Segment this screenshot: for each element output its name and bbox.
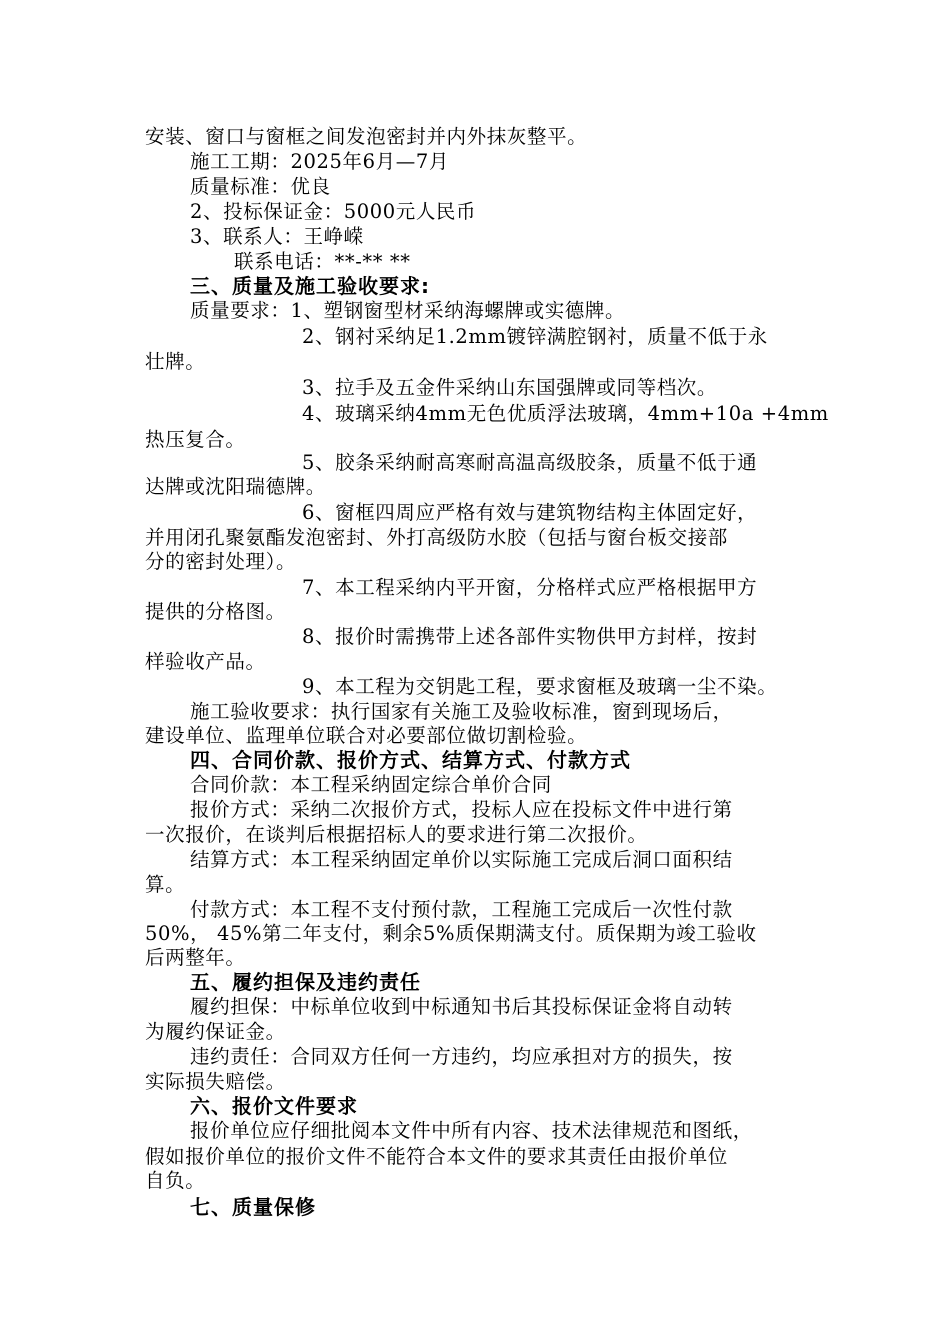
- text-line: 自负。: [145, 1169, 206, 1192]
- text-line: 算。: [145, 873, 186, 896]
- text-line: 2、钢衬采纳足1.2mm镀锌满腔钢衬，质量不低于永: [302, 325, 768, 348]
- text-line: 施工工期：2025年6月—7月: [190, 150, 449, 173]
- section-heading: 四、合同价款、报价方式、结算方式、付款方式: [190, 748, 631, 772]
- text-line: 9、本工程为交钥匙工程，要求窗框及玻璃一尘不染。: [302, 675, 778, 698]
- text-line: 样验收产品。: [145, 650, 266, 673]
- text-line: 联系电话：**-** **: [234, 250, 411, 273]
- text-line: 2、投标保证金：5000元人民币: [190, 200, 477, 223]
- text-line: 分的密封处理）。: [145, 550, 297, 573]
- text-line: 提供的分格图。: [145, 600, 286, 623]
- text-line: 7、本工程采纳内平开窗，分格样式应严格根据甲方: [302, 576, 758, 599]
- text-line: 4、玻璃采纳4mm无色优质浮法玻璃，4mm+10a +4mm: [302, 402, 829, 425]
- text-line: 质量标准：优良: [190, 175, 331, 198]
- text-line: 3、拉手及五金件采纳山东国强牌或同等档次。: [302, 376, 718, 399]
- text-line: 并用闭孔聚氨酯发泡密封、外打高级防水胶（包括与窗台板交接部: [145, 526, 728, 549]
- text-line: 履约担保：中标单位收到中标通知书后其投标保证金将自动转: [190, 995, 733, 1018]
- text-line: 为履约保证金。: [145, 1020, 286, 1043]
- text-line: 假如报价单位的报价文件不能符合本文件的要求其责任由报价单位: [145, 1145, 728, 1168]
- text-line: 一次报价，在谈判后根据招标人的要求进行第二次报价。: [145, 823, 648, 846]
- text-line: 3、联系人：王峥嵘: [190, 225, 364, 248]
- text-line: 安装、窗口与窗框之间发泡密封并内外抹灰整平。: [145, 125, 588, 148]
- text-line: 实际损失赔偿。: [145, 1070, 286, 1093]
- text-line: 8、报价时需携带上述各部件实物供甲方封样，按封: [302, 625, 758, 648]
- text-line: 5、胶条采纳耐高寒耐高温高级胶条，质量不低于通: [302, 451, 758, 474]
- text-line: 达牌或沈阳瑞德牌。: [145, 475, 326, 498]
- text-line: 热压复合。: [145, 428, 246, 451]
- section-heading: 五、履约担保及违约责任: [190, 970, 421, 994]
- text-line: 6、窗框四周应严格有效与建筑物结构主体固定好，: [302, 501, 758, 524]
- text-line: 违约责任：合同双方任何一方违约，均应承担对方的损失，按: [190, 1045, 733, 1068]
- text-line: 建设单位、监理单位联合对必要部位做切割检验。: [145, 724, 588, 747]
- text-line: 后两整年。: [145, 946, 246, 969]
- section-heading: 七、质量保修: [190, 1195, 316, 1219]
- text-line: 施工验收要求：执行国家有关施工及验收标准，窗到现场后，: [190, 700, 733, 723]
- text-line: 合同价款：本工程采纳固定综合单价合同: [190, 773, 552, 796]
- text-line: 50%， 45%第二年支付，剩余5%质保期满支付。质保期为竣工验收: [145, 922, 757, 945]
- text-line: 报价方式：采纳二次报价方式，投标人应在投标文件中进行第: [190, 798, 733, 821]
- section-heading: 三、质量及施工验收要求:: [190, 274, 430, 298]
- text-line: 结算方式：本工程采纳固定单价以实际施工完成后洞口面积结: [190, 848, 733, 871]
- text-line: 质量要求：1、塑钢窗型材采纳海螺牌或实德牌。: [190, 299, 626, 322]
- text-line: 壮牌。: [145, 350, 206, 373]
- text-line: 付款方式：本工程不支付预付款，工程施工完成后一次性付款: [190, 898, 733, 921]
- text-line: 报价单位应仔细批阅本文件中所有内容、技术法律规范和图纸，: [190, 1119, 753, 1142]
- section-heading: 六、报价文件要求: [190, 1094, 358, 1118]
